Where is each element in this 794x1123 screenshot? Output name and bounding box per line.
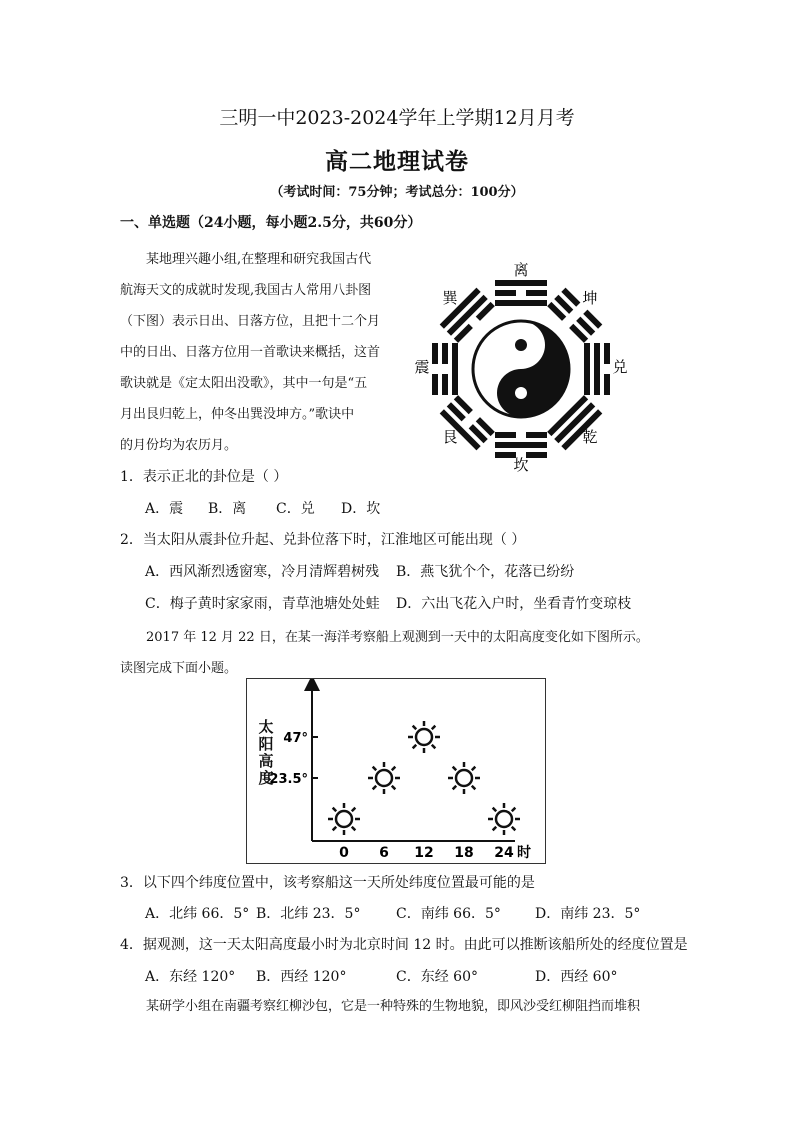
trigram-line <box>584 343 590 395</box>
q1-option-b: B．离 <box>208 501 247 517</box>
question-3-stem: 3．以下四个纬度位置中，该考察船这一天所处纬度位置最可能的是 <box>120 875 535 891</box>
exam-info: （考试时间：75分钟；考试总分：100分） <box>270 185 524 200</box>
passage-line: 中的日出、日落方位用一首歌诀来概括，这首 <box>120 345 381 360</box>
q1-option-d: D．坎 <box>341 501 381 517</box>
trigram-line <box>604 343 610 364</box>
taiji-symbol <box>473 321 569 417</box>
q3-option-a: A．北纬 66．5° <box>145 906 250 922</box>
passage-line: 的月份均为农历月。 <box>120 438 238 453</box>
sun-icon <box>368 762 400 794</box>
q2-option-a: A．西风渐烈透窗寒，冷月清辉碧树残 <box>145 564 380 580</box>
sun-icon <box>448 762 480 794</box>
bagua-label-top-left: 巽 <box>442 289 458 307</box>
trigram-line <box>594 343 600 395</box>
q4-option-d: D．西经 60° <box>535 969 618 985</box>
trigram <box>495 432 547 458</box>
bagua-label-bottom-right: 乾 <box>582 428 598 446</box>
trigram-line <box>432 374 438 395</box>
trigram <box>432 343 458 395</box>
trigram-line <box>495 290 516 296</box>
question-1-stem: 1．表示正北的卦位是（ ） <box>120 469 288 485</box>
section-heading: 一、单选题（24小题，每小题2.5分，共60分） <box>120 215 422 231</box>
passage-line: （下图）表示日出、日落方位，且把十二个月 <box>120 314 381 329</box>
bagua-label-right: 兑 <box>612 358 628 376</box>
question-4-stem: 4．据观测，这一天太阳高度最小时为北京时间 12 时。由此可以推断该船所处的经度位置是 <box>120 937 688 953</box>
passage-line: 2017 年 12 月 22 日，在某一海洋考察船上观测到一天中的太阳高度变化如下图所示。 <box>146 630 649 645</box>
trigram-line <box>604 374 610 395</box>
y-tick-label: 47° <box>283 731 308 746</box>
exam-subject-title: 高二地理试卷 <box>325 148 469 175</box>
trigram-line <box>526 290 547 296</box>
sun-altitude-chart <box>246 678 546 864</box>
passage-line: 某地理兴趣小组,在整理和研究我国古代 <box>146 252 372 267</box>
x-axis-label: 时 <box>517 845 531 861</box>
q2-option-b: B．燕飞犹个个，花落已纷纷 <box>396 564 575 580</box>
y-tick-label: 23.5° <box>269 772 308 787</box>
trigram <box>495 280 547 306</box>
bagua-diagram <box>410 258 632 480</box>
trigram-line <box>526 452 547 458</box>
q3-option-c: C．南纬 66．5° <box>396 906 501 922</box>
y-tick-labels <box>269 731 308 787</box>
chart-canvas <box>247 679 545 863</box>
passage-line: 读图完成下面小题。 <box>120 661 238 676</box>
sun-icon <box>488 803 520 835</box>
bagua-label-bottom-left: 艮 <box>442 428 458 446</box>
bagua-label-top-right: 坤 <box>582 289 598 307</box>
x-tick-label: 12 <box>414 845 434 861</box>
q4-option-a: A．东经 120° <box>145 969 236 985</box>
q2-option-d: D．六出飞花入户时，坐看青竹变琼枝 <box>396 596 632 612</box>
q4-option-c: C．东经 60° <box>396 969 478 985</box>
y-axis-label: 太阳高度 <box>258 718 274 787</box>
sun-points <box>328 721 520 835</box>
trigram-line <box>495 280 547 286</box>
q1-option-c: C．兑 <box>276 501 315 517</box>
passage-line: 航海天文的成就时发现,我国古人常用八卦图 <box>120 283 372 298</box>
trigram-line <box>432 343 438 364</box>
q3-option-d: D．南纬 23．5° <box>535 906 641 922</box>
trigram-line <box>495 432 516 438</box>
trigram-line <box>526 432 547 438</box>
sun-icon <box>408 721 440 753</box>
trigram-line <box>495 442 547 448</box>
passage-ship <box>120 622 680 684</box>
passage-bagua <box>120 244 395 461</box>
x-tick-label: 0 <box>339 845 349 861</box>
sun-icon <box>328 803 360 835</box>
trigram-line <box>442 343 448 364</box>
trigram-line <box>442 374 448 395</box>
x-tick-label: 6 <box>379 845 389 861</box>
q2-option-c: C．梅子黄时家家雨，青草池塘处处蛙 <box>145 596 380 612</box>
passage-line: 歌诀就是《定太阳出没歌》，其中一句是“五 <box>120 376 368 391</box>
trigram <box>584 343 610 395</box>
q1-option-a: A．震 <box>145 501 184 517</box>
trigram-line <box>495 300 547 306</box>
bagua-label-bottom: 坎 <box>513 456 529 474</box>
q4-option-b: B．西经 120° <box>256 969 347 985</box>
trigram-line <box>452 343 458 395</box>
x-tick-labels <box>339 845 514 861</box>
x-tick-label: 24 <box>494 845 514 861</box>
passage-red-willow: 某研学小组在南疆考察红柳沙包，它是一种特殊的生物地貌，即风沙受红柳阻挡而堆积 <box>146 999 641 1014</box>
question-2-stem: 2．当太阳从震卦位升起、兑卦位落下时，江淮地区可能出现（ ） <box>120 532 526 548</box>
bagua-label-left: 震 <box>414 358 430 376</box>
passage-line: 月出艮归乾上，仲冬出巽没坤方。”歌诀中 <box>120 407 355 422</box>
q3-option-b: B．北纬 23．5° <box>256 906 361 922</box>
exam-school-title: 三明一中2023-2024学年上学期12月月考 <box>219 107 575 129</box>
bagua-label-top: 离 <box>513 261 529 279</box>
x-tick-label: 18 <box>454 845 474 861</box>
